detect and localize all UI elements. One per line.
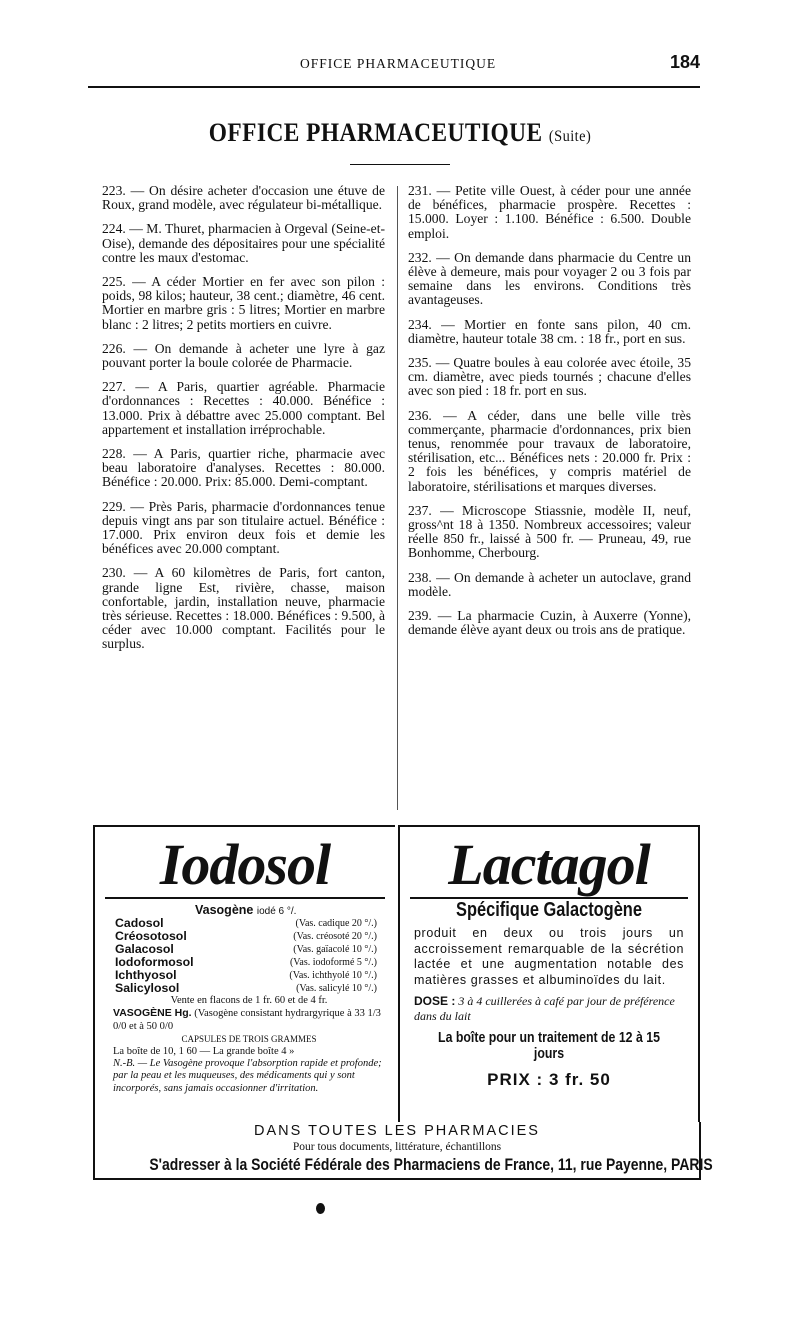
listing-entry: 237. — Microscope Stiassnie, modèle II, neuf, gross^nt 18 à 1350. Nombreux accessoires; valeur réelle 850 fr., laissé à 500 fr. — Pruneau, 49, rue Bonhomme, Cherbourg. [408, 502, 691, 561]
page-number: 184 [670, 52, 701, 72]
product-name: Ichthyosol [115, 968, 177, 982]
product-name: Salicylosol [115, 981, 180, 995]
dose-label: DOSE : [414, 994, 456, 1008]
right-column [408, 184, 691, 647]
product-name: Iodoformosol [115, 955, 194, 969]
listing-entry: 224. — M. Thuret, pharmacien à Orgeval (Seine-et-Oise), demande des dépositaires pour une spécialité contre les maux d'estomac. [102, 221, 385, 265]
listing-entry: 229. — Près Paris, pharmacie d'ordonnances tenue depuis vingt ans par son titulaire actuel. Bénéfice : 17.000. Prix environ deux fois et demie les bénéfices avec 20.000 comptant. [102, 498, 385, 557]
product-desc: (Vas. créosoté 20 °/.) [293, 931, 377, 942]
vasogene-hg-desc: (Vasogène consistant hydrargyrique à 33 1/3 0/0 et à 50 0/0 [113, 1008, 381, 1032]
nb-note: N.-B. — Le Vasogène provoque l'absorption rapide et profonde; par la peau et les muqueuses, des médicaments qui y sont incorporés, sans jamais occasionner d'irritation. [113, 1058, 382, 1094]
listing-entry: 223. — On désire acheter d'occasion une étuve de Roux, grand modèle, avec régulateur bi-métallique. [102, 183, 385, 213]
listing-entry: 230. — A 60 kilomètres de Paris, fort canton, grande ligne Est, rivière, chasse, maison confortable, jardin, installation neuve, pharmacie très sérieuse. Recettes : 18.000. Bénéfices : 9.500, à céder avec 10.000 comptant. Facilités pour le surplus. [102, 565, 385, 652]
brand-rule [105, 897, 385, 899]
product-row [95, 982, 395, 995]
tagline: Spécifique Galactogène [456, 899, 642, 921]
vasogene-title-suffix: iodé 6 °/. [256, 906, 297, 917]
footer-address: S'adresser à la Société Fédérale des Pharmaciens de France, 11, rue Payenne, PARIS [149, 1155, 713, 1174]
listing-entry: 234. — Mortier en fonte sans pilon, 40 cm. diamètre, hauteur totale 38 cm. : 18 fr., port en sus. [408, 316, 691, 346]
listing-entry: 227. — A Paris, quartier agréable. Pharmacie d'ordonnances : Recettes : 40.000. Bénéfice : 13.000. Prix à débattre avec 25.000 comptant. Bel appartement et installation irréprochable. [102, 379, 385, 437]
section-title-suffix: (Suite) [548, 128, 592, 145]
ad-footer [93, 1122, 713, 1180]
ink-dot [316, 1203, 325, 1214]
capsules-label: CAPSULES DE TROIS GRAMMES [181, 1034, 317, 1045]
brand-logo-lactagol: Lactagol [448, 832, 650, 897]
left-column [102, 184, 385, 662]
running-header [0, 52, 800, 76]
flacons-price: Vente en flacons de 1 fr. 60 et de 4 fr. [170, 995, 328, 1006]
footer-pharmacies: DANS TOUTES LES PHARMACIES [254, 1123, 540, 1139]
column-divider [397, 186, 398, 810]
vasogene-hg [95, 1007, 395, 1033]
product-desc: (Vas. ichthyolé 10 °/.) [289, 970, 377, 981]
listing-entry: 236. — A céder, dans une belle ville très commerçante, pharmacie d'ordonnances, prix bien tenus, renommée pour travaux de laboratoire, stérilisation, etc... Bénéfices nets : 20.000 fr. Prix : 2 fois les bénéfices, y compris matériel de laboratoire, stérilisations et marques diverses. [408, 407, 691, 494]
footer-documents: Pour tous documents, littérature, échantillons [292, 1141, 502, 1153]
product-name: Galacosol [115, 942, 174, 956]
title-rule [350, 164, 450, 165]
listing-entry: 239. — La pharmacie Cuzin, à Auxerre (Yonne), demande élève ayant deux ou trois ans de pratique. [408, 608, 691, 638]
running-title: OFFICE PHARMACEUTIQUE [300, 56, 497, 71]
listing-entry: 226. — On demande à acheter une lyre à gaz pouvant porter la boule colorée de Pharmacie. [102, 340, 385, 371]
product-desc: (Vas. salicylé 10 °/.) [296, 983, 377, 994]
boite-price: La boîte de 10, 1 60 — La grande boîte 4 » [113, 1045, 295, 1057]
listing-entry: 235. — Quatre boules à eau colorée avec étoile, 35 cm. diamètre, avec pieds tournés ; chacune d'elles avec son pied : 18 fr. port en sus. [408, 355, 691, 399]
product-description: produit en deux ou trois jours un accroissement remarquable de la sécrétion lactée et une augmentation notable des matières grasses et albuminoïdes du lait. [414, 926, 684, 987]
box-treatment: La boîte pour un traitement de 12 à 15 jours [438, 1030, 660, 1062]
dose-info [400, 988, 698, 1024]
price-label: PRIX : 3 fr. 50 [487, 1070, 611, 1089]
vasogene-title [195, 903, 395, 917]
listing-entry: 228. — A Paris, quartier riche, pharmacie avec beau laboratoire d'analyses. Recettes : 80.000. Bénéfice : 20.000. Prix: 85.000. Demi-comptant. [102, 446, 385, 490]
header-rule [88, 86, 700, 88]
section-title-text: OFFICE PHARMACEUTIQUE [208, 118, 543, 147]
dose-text: 3 à 4 cuillerées à café par jour de préférence dans du lait [414, 994, 675, 1023]
advertisement-iodosol [93, 825, 395, 1141]
vasogene-hg-name: VASOGÈNE Hg. [113, 1007, 192, 1020]
section-title [40, 118, 760, 148]
product-desc: (Vas. iodoformé 5 °/.) [289, 957, 377, 968]
listing-entry: 231. — Petite ville Ouest, à céder pour une année de bénéfices, pharmacie prospère. Recettes : 15.000. Loyer : 1.100. Bénéfice : 6.500. Double emploi. [408, 183, 691, 241]
product-name: Créosotosol [115, 929, 187, 943]
vasogene-title-text: Vasogène [195, 903, 254, 917]
listing-entry: 225. — A céder Mortier en fer avec son pilon : poids, 98 kilos; hauteur, 38 cent.; diamètre, 46 cent. Mortier en marbre gris : 5 litres; Mortier en marbre blanc : 2 litres; 2 petits mortiers en cuivre. [102, 274, 385, 332]
product-desc: (Vas. gaïacolé 10 °/.) [293, 944, 377, 955]
product-name: Cadosol [115, 916, 164, 930]
product-desc: (Vas. cadique 20 °/.) [295, 918, 377, 929]
advertisement-lactagol [398, 825, 700, 1141]
brand-logo-iodosol: Iodosol [159, 832, 331, 897]
listing-entry: 232. — On demande dans pharmacie du Centre un élève à demeure, mais pour voyager 2 ou 3 fois par semaine dans les environs. Conditions très avantageuses. [408, 249, 691, 308]
listing-entry: 238. — On demande à acheter un autoclave, grand modèle. [408, 569, 691, 599]
